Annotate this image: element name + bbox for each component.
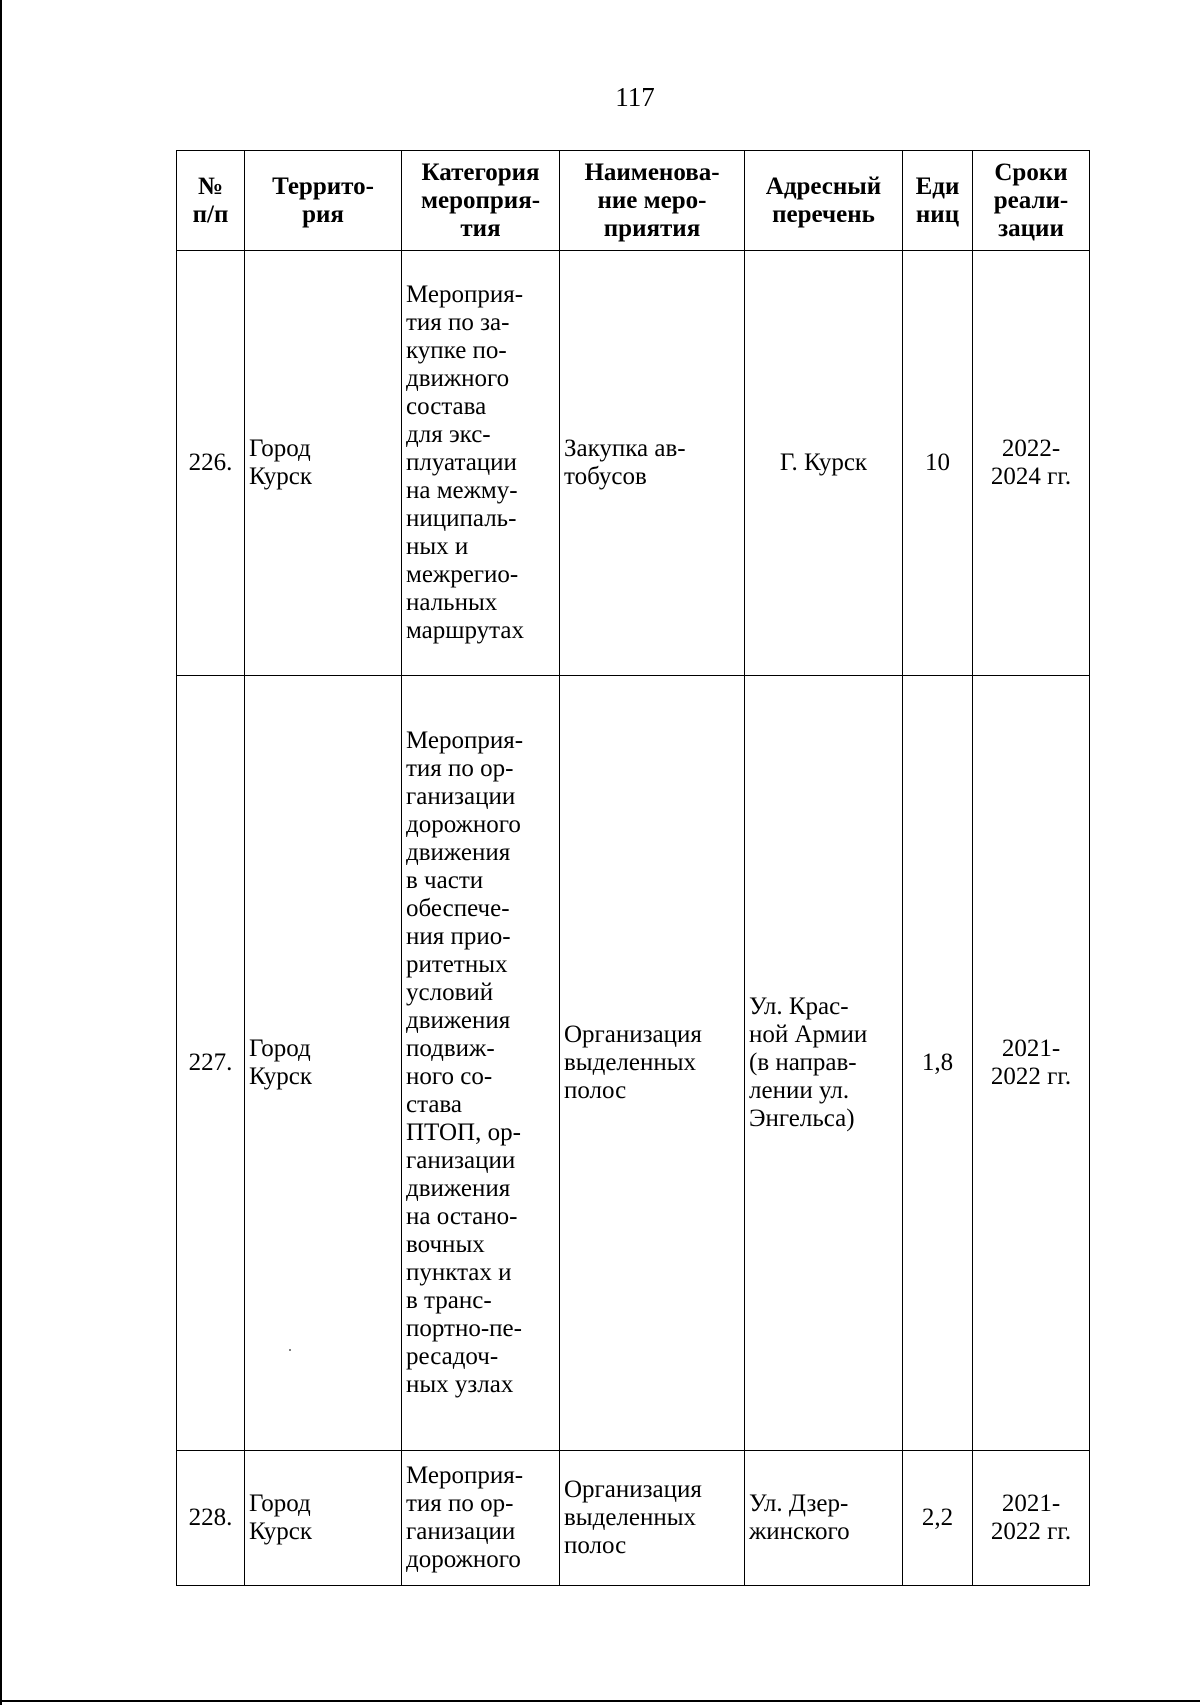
cell-term: 2021- 2022 гг.: [973, 1451, 1090, 1586]
header-address: Адресный перечень: [745, 151, 903, 251]
header-term: Сроки реали- зации: [973, 151, 1090, 251]
table-row: [177, 1451, 1090, 1586]
cell-category: Мероприя- тия по за- купке по- движного состава для экс- плуатации на межму- ниципаль- ных и межрегио- нальных маршрутах: [402, 251, 560, 676]
scan-left-edge: [0, 0, 2, 1705]
header-category: Категория мероприя- тия: [402, 151, 560, 251]
cell-number: 227.: [177, 676, 245, 1451]
cell-units: 2,2: [903, 1451, 973, 1586]
cell-term: 2022- 2024 гг.: [973, 251, 1090, 676]
cell-address: Г. Курск: [745, 251, 903, 676]
table-row: [177, 676, 1090, 1451]
cell-address: Ул. Дзер- жинского: [745, 1451, 903, 1586]
table-row: [177, 251, 1090, 676]
cell-category: Мероприя- тия по ор- ганизации дорожного движения в части обеспече- ния прио- ритетных условий движения подвиж- ного со- става ПТОП, ор- ганизации движения на остано- вочных пунктах и в транс- портно-пе- ресадоч- ных узлах: [402, 676, 560, 1451]
cell-event-name: Закупка ав- тобусов: [560, 251, 745, 676]
cell-territory: Город Курск: [245, 251, 402, 676]
cell-units: 1,8: [903, 676, 973, 1451]
header-number: № п/п: [177, 151, 245, 251]
scan-bottom-edge: [0, 1700, 1200, 1702]
events-table: [176, 150, 1090, 1586]
cell-number: 226.: [177, 251, 245, 676]
cell-territory: Город Курск: [245, 1451, 402, 1586]
header-event-name: Наименова- ние меро- приятия: [560, 151, 745, 251]
header-units: Еди ниц: [903, 151, 973, 251]
cell-address: Ул. Крас- ной Армии (в направ- лении ул. Энгельса): [745, 676, 903, 1451]
header-territory: Террито- рия: [245, 151, 402, 251]
cell-term: 2021- 2022 гг.: [973, 676, 1090, 1451]
table-header-row: [177, 151, 1090, 251]
cell-number: 228.: [177, 1451, 245, 1586]
cell-category: Мероприя- тия по ор- ганизации дорожного: [402, 1451, 560, 1586]
cell-event-name: Организация выделенных полос: [560, 676, 745, 1451]
cell-units: 10: [903, 251, 973, 676]
page-number: 117: [615, 82, 655, 112]
cell-territory: Город Курск: [245, 676, 402, 1451]
cell-event-name: Организация выделенных полос: [560, 1451, 745, 1586]
